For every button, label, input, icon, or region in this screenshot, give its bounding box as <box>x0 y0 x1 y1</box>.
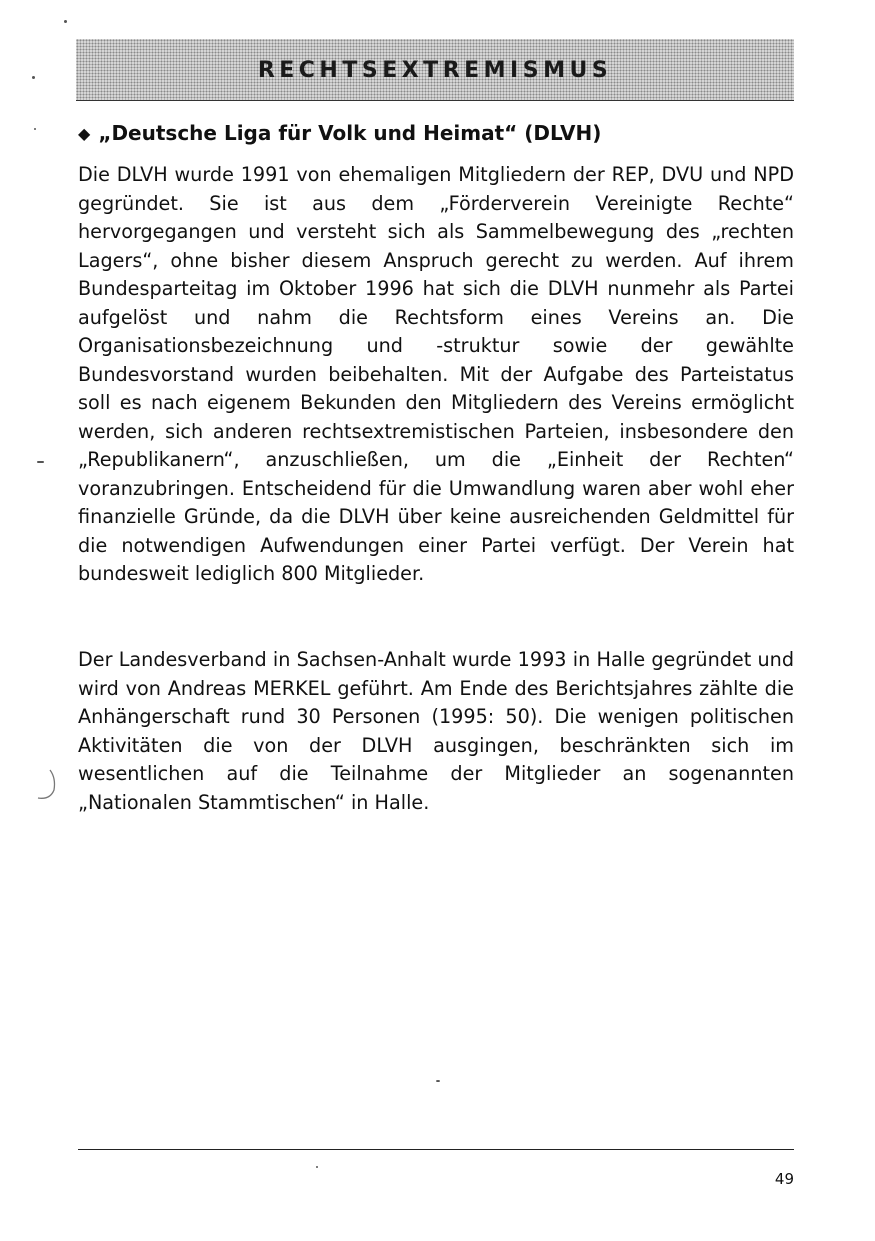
scan-speck <box>316 1166 318 1168</box>
scan-mark <box>30 766 60 806</box>
scan-speck <box>37 461 44 463</box>
running-header-title: RECHTSEXTREMISMUS <box>257 58 613 83</box>
diamond-bullet-icon: ◆ <box>78 124 91 143</box>
section-heading-text: „Deutsche Liga für Volk und Heimat“ (DLVH) <box>98 121 602 145</box>
scan-speck <box>32 76 35 79</box>
section-heading <box>78 118 601 149</box>
scan-speck <box>34 128 36 130</box>
paragraph-landesverband: Der Landesverband in Sachsen-Anhalt wurde 1993 in Halle gegründet und wird von Andreas MERKEL geführt. Am Ende des Berichtsjahres zählte die Anhängerschaft rund 30 Personen (1995: 50). Die wenigen politischen Aktivitäten die von der DLVH ausgingen, beschränkten sich im wesentlichen auf die Teilnahme der Mitglieder an sogenannten „Nationalen Stammtischen“ in Halle. <box>78 648 794 814</box>
page-number: 49 <box>774 1170 794 1188</box>
scan-speck <box>64 20 67 23</box>
scan-speck <box>436 1080 440 1082</box>
paragraph-dlvh-history: Die DLVH wurde 1991 von ehemaligen Mitgliedern der REP, DVU und NPD gegründet. Sie ist aus dem „Förderverein Vereinigte Rechte“ hervorgegangen und versteht sich als Sammelbewegung des „rechten Lagers“, ohne bisher diesem Anspruch gerecht zu werden. Auf ihrem Bundesparteitag im Oktober 1996 hat sich die DLVH nunmehr als Partei aufgelöst und nahm die Rechtsform eines Vereins an. Die Organisationsbezeichnung und -struktur sowie der gewählte Bundesvorstand wurden beibehalten. Mit der Aufgabe des Parteistatus soll es nach eigenem Bekunden den Mitgliedern des Vereins ermöglicht werden, sich anderen rechtsextremistischen Parteien, insbesondere den „Republikanern“, anzuschließen, um die „Einheit der Rechten“ voranzubringen. Entscheidend für die Umwandlung waren aber wohl eher finanzielle Gründe, da die DLVH über keine ausreichenden Geldmittel für die notwendigen Aufwendungen einer Partei verfügt. Der Verein hat bundesweit lediglich 800 Mitglieder. <box>78 163 794 585</box>
footer-rule <box>78 1149 794 1150</box>
